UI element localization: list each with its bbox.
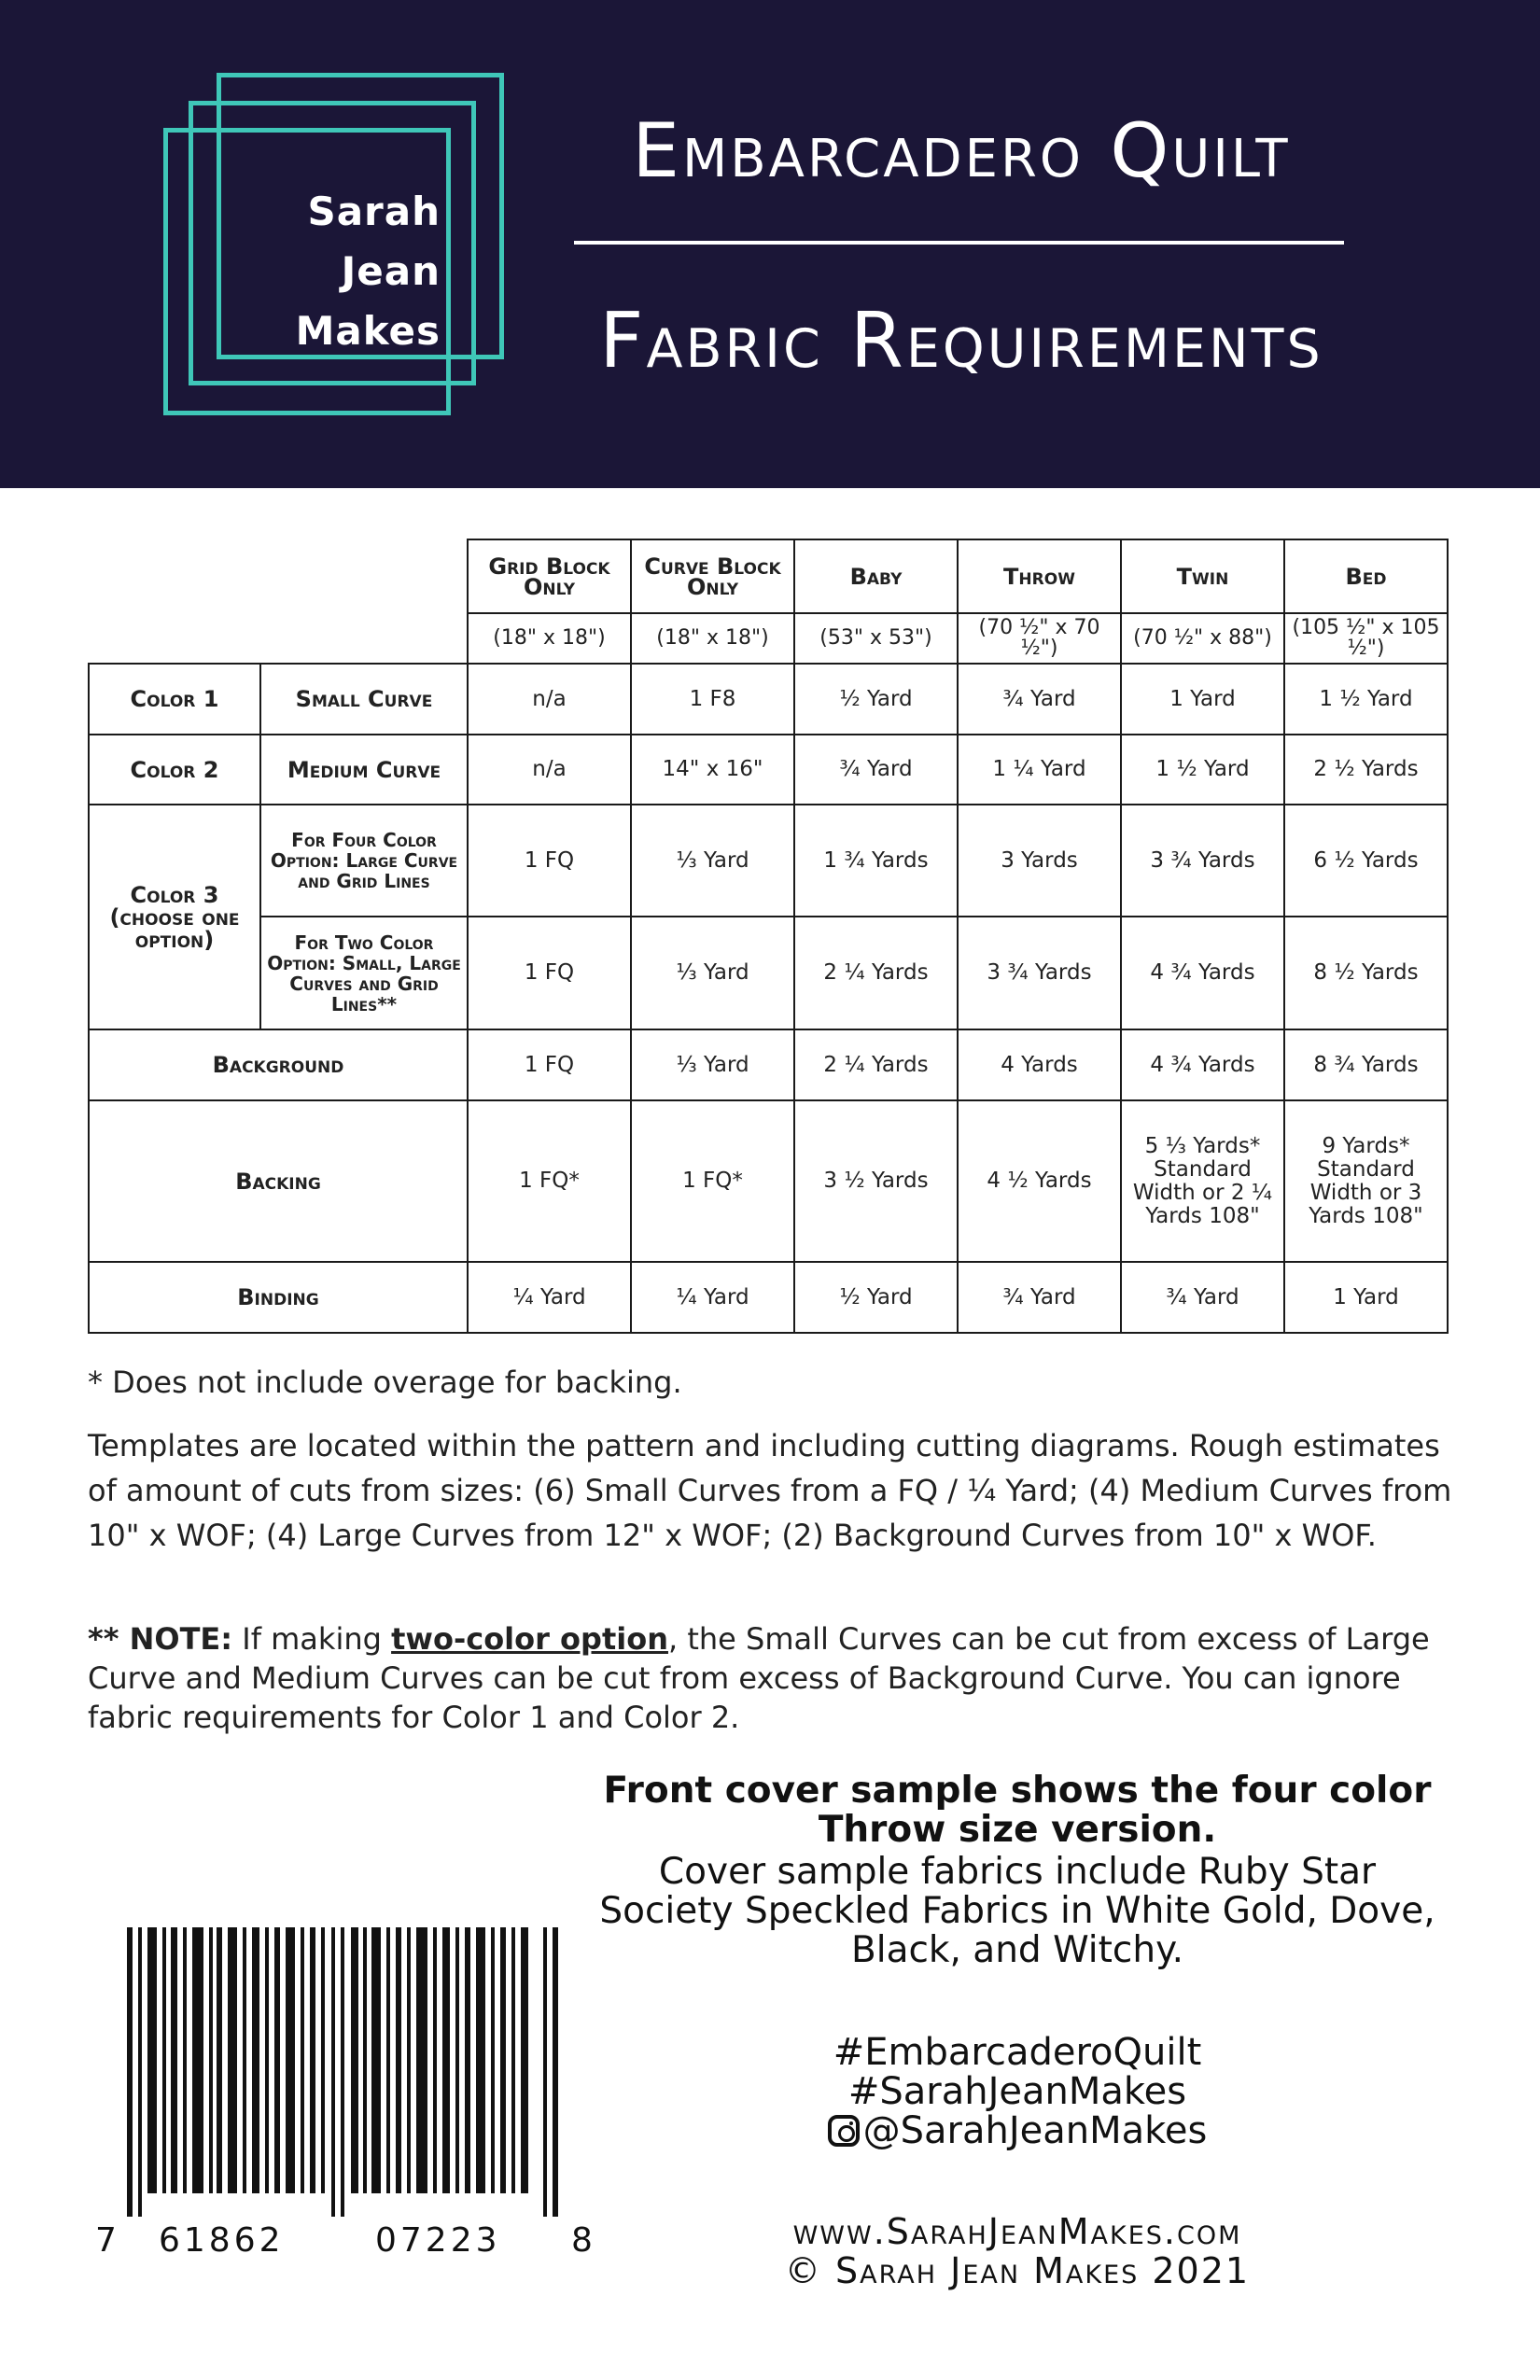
column-size: (18" x 18")	[631, 613, 794, 664]
logo-word-2: Jean	[341, 248, 441, 294]
table-cell: 4 ¾ Yards	[1121, 1029, 1284, 1100]
table-cell: 1 ¾ Yards	[794, 805, 958, 917]
table-cell: n/a	[468, 735, 631, 805]
table-cell: ¼ Yard	[631, 1262, 794, 1333]
table-cell: 1 ½ Yard	[1121, 735, 1284, 805]
logo-word-3: Makes	[295, 308, 441, 354]
page-subtitle: Fabric Requirements	[599, 297, 1323, 385]
header-banner	[0, 0, 1540, 488]
table-cell: ¾ Yard	[958, 1262, 1121, 1333]
row-label: Color 2	[89, 735, 260, 805]
column-header: Grid Block Only	[468, 539, 631, 613]
table-row-color1	[89, 664, 1448, 735]
table-cell: 3 ¾ Yards	[1121, 805, 1284, 917]
table-cell: ⅓ Yard	[631, 805, 794, 917]
row-label: Backing	[89, 1100, 468, 1262]
table-cell: ¾ Yard	[794, 735, 958, 805]
row-label: Binding	[89, 1262, 468, 1333]
barcode-digit: 7	[95, 2221, 120, 2260]
table-cell: 5 ⅓ Yards* Standard Width or 2 ¼ Yards 108"	[1121, 1100, 1284, 1262]
instagram-icon	[828, 2115, 860, 2147]
table-cell: 1 FQ*	[631, 1100, 794, 1262]
title-divider	[574, 241, 1344, 245]
table-cell: ½ Yard	[794, 664, 958, 735]
instagram-text: @SarahJeanMakes	[862, 2109, 1208, 2152]
note-emphasis: two-color option	[391, 1621, 668, 1657]
table-cell: 1 FQ*	[468, 1100, 631, 1262]
table-cell: ¾ Yard	[1121, 1262, 1284, 1333]
table-cell: 1 F8	[631, 664, 794, 735]
barcode-digit: 61862	[159, 2221, 285, 2260]
table-cell: ¾ Yard	[958, 664, 1121, 735]
table-cell: 1 ½ Yard	[1284, 664, 1448, 735]
note-text-pre: If making	[242, 1621, 382, 1657]
barcode-digit: 07223	[375, 2221, 501, 2260]
table-cell: ⅓ Yard	[631, 917, 794, 1029]
table-cell: 1 FQ	[468, 805, 631, 917]
row-label: Color 1	[89, 664, 260, 735]
instagram-handle	[597, 2111, 1437, 2150]
column-size: (53" x 53")	[794, 613, 958, 664]
column-size: (70 ½" x 70 ½")	[958, 613, 1121, 664]
table-row-background	[89, 1029, 1448, 1100]
table-cell: 9 Yards* Standard Width or 3 Yards 108"	[1284, 1100, 1448, 1262]
barcode-digit: 8	[571, 2221, 596, 2260]
table-row-binding	[89, 1262, 1448, 1333]
column-header: Curve Block Only	[631, 539, 794, 613]
note-text-post: , the Small Curves can be cut from excess of Large Curve and Medium Curves can be cut from excess of Background Curve. You can ignore fabric requirements for Color 1 and Color 2.	[88, 1621, 1430, 1735]
table-cell: 6 ½ Yards	[1284, 805, 1448, 917]
column-header: Baby	[794, 539, 958, 613]
table-cell: 3 Yards	[958, 805, 1121, 917]
note-label: ** NOTE:	[88, 1621, 233, 1657]
table-cell: ½ Yard	[794, 1262, 958, 1333]
page-title: Embarcadero Quilt	[632, 107, 1291, 194]
table-cell: 4 Yards	[958, 1029, 1121, 1100]
row-label: Background	[89, 1029, 468, 1100]
table-cell: 4 ½ Yards	[958, 1100, 1121, 1262]
table-cell: 8 ¾ Yards	[1284, 1029, 1448, 1100]
table-row-backing	[89, 1100, 1448, 1262]
row-piece: Medium Curve	[260, 735, 468, 805]
column-header: Bed	[1284, 539, 1448, 613]
table-cell: 1 Yard	[1121, 664, 1284, 735]
table-cell: 1 ¼ Yard	[958, 735, 1121, 805]
table-cell: 2 ¼ Yards	[794, 917, 958, 1029]
table-cell: 14" x 16"	[631, 735, 794, 805]
hashtag-brand: #SarahJeanMakes	[847, 2070, 1187, 2113]
backing-note: * Does not include overage for backing.	[88, 1365, 682, 1400]
cover-sample-fabrics: Cover sample fabrics include Ruby Star Society Speckled Fabrics in White Gold, Dove, Black, and Witchy.	[599, 1851, 1435, 1971]
table-cell: 3 ½ Yards	[794, 1100, 958, 1262]
table-cell: 8 ½ Yards	[1284, 917, 1448, 1029]
table-row-color3-two	[89, 917, 1448, 1029]
two-color-note	[88, 1619, 1469, 1737]
table-cell: 1 FQ	[468, 1029, 631, 1100]
cover-sample-headline: Front cover sample shows the four color Throw size version.	[603, 1770, 1432, 1851]
table-cell: 1 Yard	[1284, 1262, 1448, 1333]
table-row-color3-four	[89, 805, 1448, 917]
barcode	[127, 1927, 566, 2193]
table-cell: 2 ½ Yards	[1284, 735, 1448, 805]
table-cell: 3 ¾ Yards	[958, 917, 1121, 1029]
table-size-row	[89, 613, 1448, 664]
row-piece: Small Curve	[260, 664, 468, 735]
column-size: (70 ½" x 88")	[1121, 613, 1284, 664]
column-size: (105 ½" x 105 ½")	[1284, 613, 1448, 664]
logo-text	[261, 182, 441, 361]
table-cell: 2 ¼ Yards	[794, 1029, 958, 1100]
column-size: (18" x 18")	[468, 613, 631, 664]
table-cell: 1 FQ	[468, 917, 631, 1029]
row-label: Color 3 (choose one option)	[89, 805, 260, 1029]
row-piece: For Four Color Option: Large Curve and Grid Lines	[260, 805, 468, 917]
logo-word-1: Sarah	[307, 189, 441, 234]
column-header: Twin	[1121, 539, 1284, 613]
templates-note: Templates are located within the pattern and including cutting diagrams. Rough estimates of amount of cuts from sizes: (6) Small Curves from a FQ / ¼ Yard; (4) Medium Curves from 10" x WOF; (4) Large Curves from 12" x WOF; (2) Background Curves from 10" x WOF.	[88, 1428, 1452, 1553]
hashtag-quilt: #EmbarcaderoQuilt	[833, 2031, 1202, 2074]
table-cell: 4 ¾ Yards	[1121, 917, 1284, 1029]
table-cell: ⅓ Yard	[631, 1029, 794, 1100]
website-url: www.SarahJeanMakes.com	[792, 2211, 1242, 2252]
table-header-row	[89, 539, 1448, 613]
column-header: Throw	[958, 539, 1121, 613]
fabric-requirements-table	[88, 539, 1449, 1334]
row-piece: For Two Color Option: Small, Large Curves and Grid Lines**	[260, 917, 468, 1029]
table-cell: n/a	[468, 664, 631, 735]
table-cell: ¼ Yard	[468, 1262, 631, 1333]
table-row-color2	[89, 735, 1448, 805]
copyright: © Sarah Jean Makes 2021	[784, 2250, 1251, 2291]
